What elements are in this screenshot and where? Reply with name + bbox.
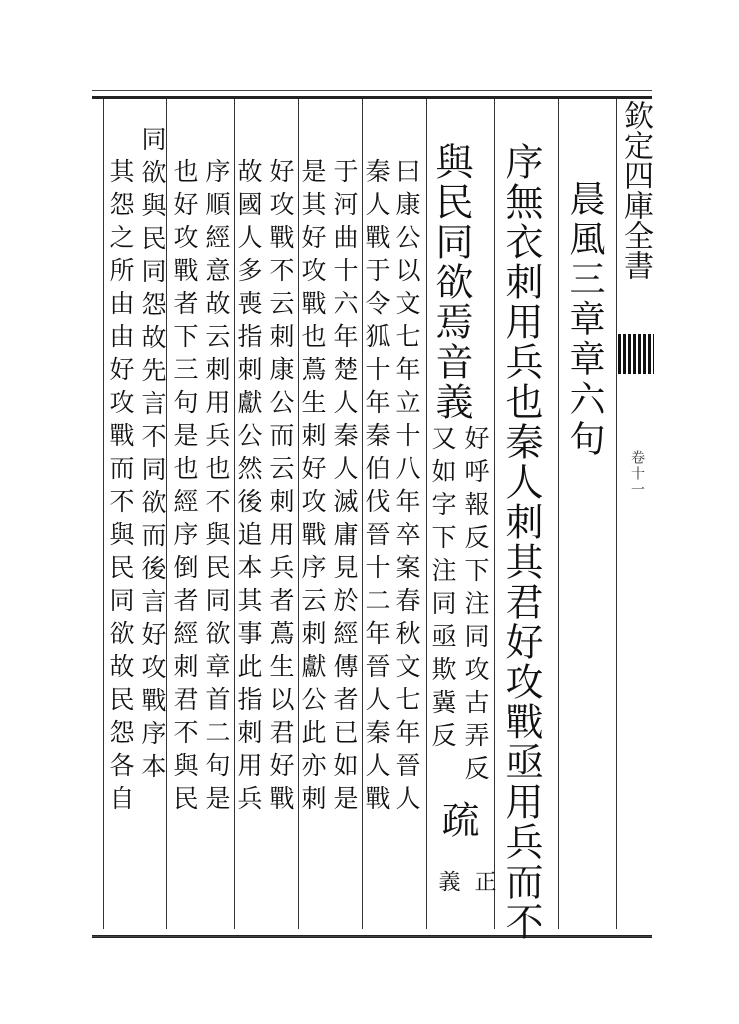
top-thin-rule xyxy=(92,90,652,91)
main-text-column: 與民同欲焉音義 xyxy=(429,142,473,422)
main-text-column: 序無衣刺用兵也秦人刺其君好攻戰亟用兵而不 xyxy=(499,142,543,942)
shu-tail-left: 義 xyxy=(435,870,460,898)
column-rule xyxy=(103,99,104,929)
column-rule xyxy=(494,99,495,929)
chapter-title: 晨風三章章六句 xyxy=(564,180,605,460)
commentary-column: 于河曲十六年楚人秦人滅庸見於經傳者已如是 xyxy=(330,158,359,818)
commentary-column: 故國人多喪指刺獻公然後追本其事此指刺用兵 xyxy=(234,158,263,818)
gutter-title: 欽定四庫全書 xyxy=(618,100,653,280)
commentary-column: 秦人戰于令狐十年秦伯伐晉十二年晉人秦人戰 xyxy=(362,158,391,818)
shu-tail-right: 正 xyxy=(471,870,496,898)
bottom-thin-rule xyxy=(92,936,652,937)
annotation-left-line: 又如字下注同亟欺冀反 xyxy=(428,425,457,755)
column-rule xyxy=(426,99,427,929)
column-rule xyxy=(558,99,559,929)
gutter-fishtail-mark xyxy=(618,334,654,374)
commentary-column: 序順經意故云刺用兵也不與民同欲章首二句是 xyxy=(202,158,231,818)
commentary-column: 也好攻戰者下三句是也經序倒者經刺君不與民 xyxy=(170,158,199,818)
shu-marker: 疏 xyxy=(435,800,479,840)
commentary-column: 其怨之所由由好攻戰而不與民同欲故民怨各自 xyxy=(106,158,135,818)
commentary-column: 曰康公以文七年立十八年卒案春秋文七年晉人 xyxy=(392,158,421,818)
commentary-column: 同欲與民同怨故先言不同欲而後言好攻戰序本 xyxy=(138,126,167,786)
column-rule xyxy=(616,99,617,929)
gutter-volume: 卷十一 xyxy=(629,450,645,498)
commentary-column: 好攻戰不云刺康公而云刺用兵者蔦生以君好戰 xyxy=(266,158,295,818)
commentary-column: 是其好攻戰也蔦生刺好攻戰序云刺獻公此亦刺 xyxy=(298,158,327,818)
annotation-right-line: 好呼報反下注同攻古弄反 xyxy=(461,425,490,788)
